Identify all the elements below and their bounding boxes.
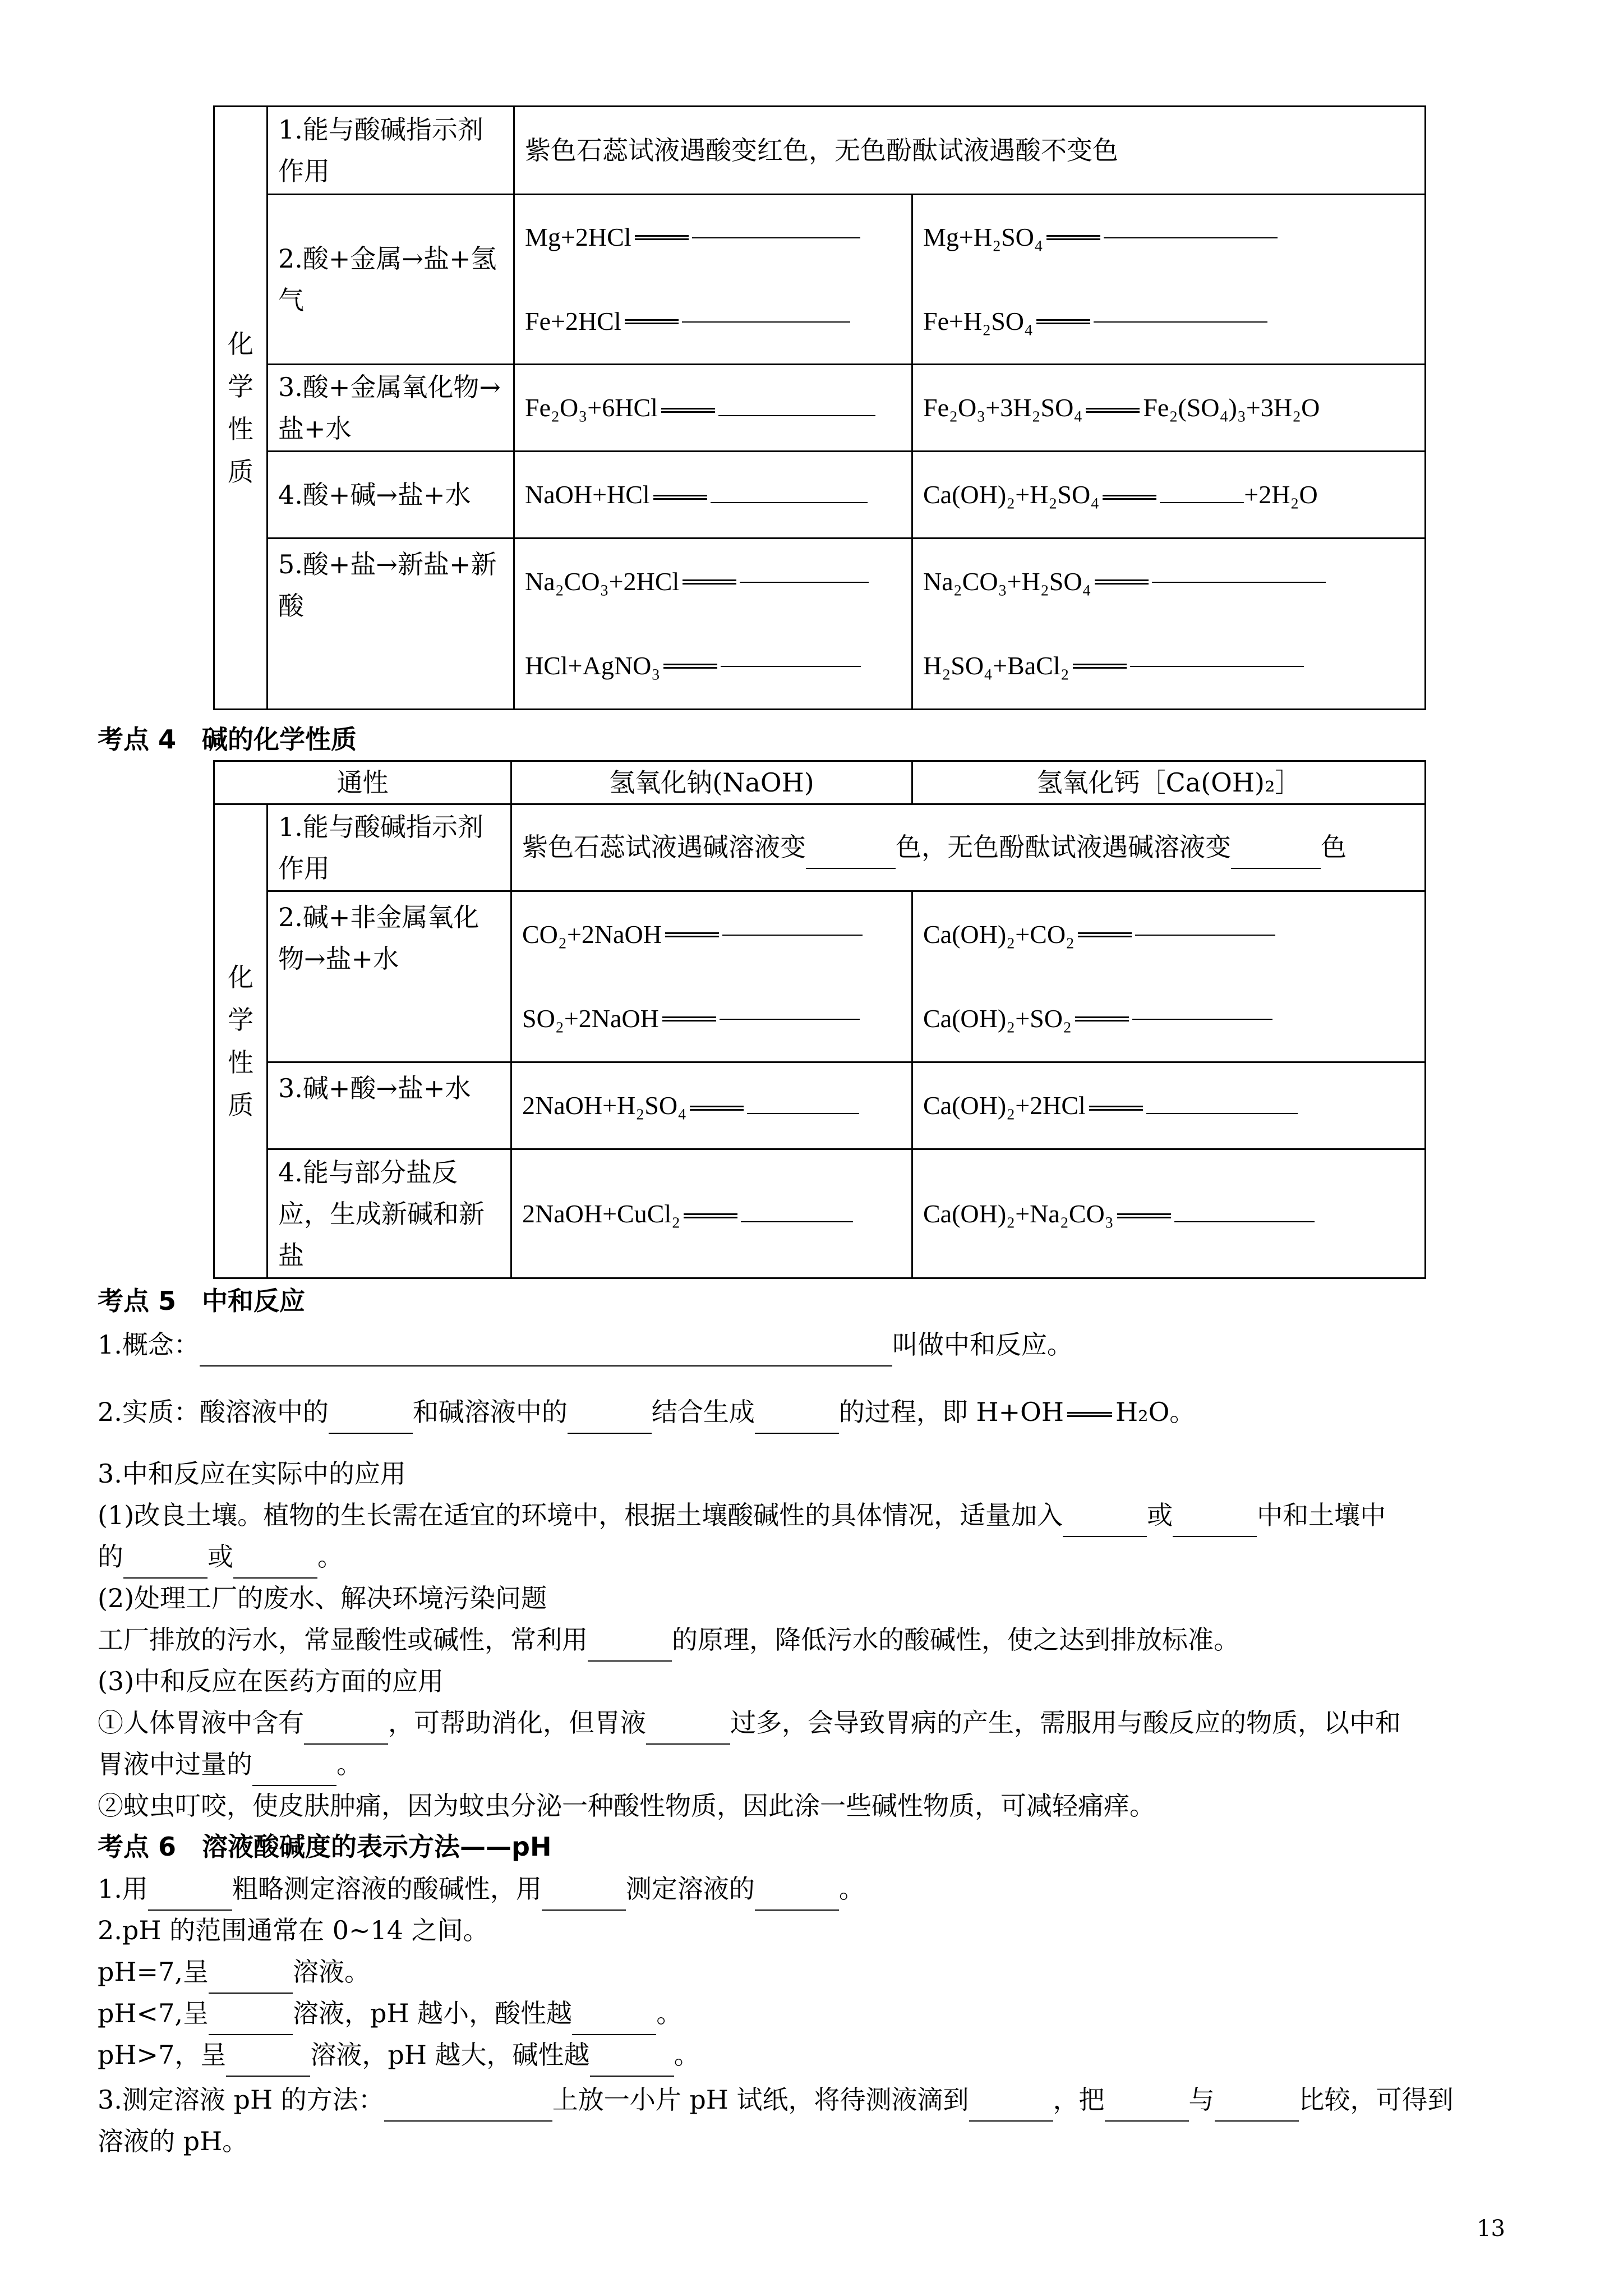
answer-blank[interactable] — [721, 665, 861, 667]
base-prop-2: 2.碱+非金属氧化物→盐+水 — [268, 891, 511, 1062]
equation: Fe₂O₃+3H₂SO₄ — [923, 393, 1083, 422]
s6-method-cont: 溶液的 pH。 — [98, 2126, 248, 2156]
answer-blank[interactable] — [568, 1391, 652, 1434]
s5-stomach-cont: 胃液中过量的 。 — [98, 1743, 1544, 1786]
side-label-char: 性 — [228, 414, 253, 444]
answer-blank[interactable] — [590, 2034, 674, 2077]
s5-wastewater-title: (2)处理工厂的废水、解决环境污染问题 — [98, 1583, 547, 1613]
equation: Fe+H₂SO₄ — [923, 307, 1034, 335]
answer-blank[interactable] — [123, 1536, 208, 1579]
answer-blank[interactable] — [741, 1221, 853, 1222]
answer-blank[interactable] — [233, 1536, 317, 1579]
s6-basic: pH>7，呈 溶液，pH 越大，碱性越 。 — [98, 2034, 1544, 2077]
page-number: 13 — [1477, 2216, 1505, 2242]
base-prop-4: 4.能与部分盐反应，生成新碱和新盐 — [268, 1149, 511, 1278]
base-prop-1: 1.能与酸碱指示剂作用 — [268, 804, 511, 891]
side-label-char: 质 — [228, 457, 253, 487]
equals-sign — [1095, 579, 1149, 585]
equation: NaOH+HCl — [525, 480, 650, 509]
answer-blank[interactable] — [1231, 826, 1321, 869]
equals-sign — [635, 235, 689, 240]
equals-sign — [653, 495, 707, 500]
equation-product: Fe₂(SO₄)₃+3H₂O — [1143, 393, 1320, 422]
equals-sign — [1089, 1106, 1143, 1111]
equation: SO₂+2NaOH — [522, 1004, 659, 1033]
s6-measure: 1.用 粗略测定溶液的酸碱性，用 测定溶液的 。 — [98, 1868, 1544, 1911]
acid-side-label — [214, 107, 268, 710]
answer-blank[interactable] — [1104, 237, 1278, 238]
equation: Ca(OH)₂+Na₂CO₃ — [923, 1199, 1114, 1228]
side-label-char: 学 — [228, 371, 253, 402]
acid-prop-2: 2.酸+金属→盐+氢气 — [268, 195, 514, 365]
equals-sign — [690, 1106, 744, 1111]
equals-sign — [1078, 932, 1132, 937]
s5-wastewater: 工厂排放的污水，常显酸性或碱性，常利用 的原理，降低污水的酸碱性，使之达到排放标准。 — [98, 1619, 1544, 1662]
equation: 2NaOH+H₂SO₄ — [522, 1091, 687, 1120]
s6-neutral: pH=7,呈 溶液。 — [98, 1951, 1544, 1994]
answer-blank[interactable] — [572, 1993, 656, 2035]
equation: Ca(OH)₂+2HCl — [923, 1091, 1086, 1120]
s6-acidic: pH<7,呈 溶液，pH 越小，酸性越 。 — [98, 1993, 1544, 2035]
answer-blank[interactable] — [1152, 581, 1326, 583]
s5-stomach: ①人体胃液中含有 ，可帮助消化，但胃液 过多，会导致胃病的产生，需服用与酸反应的物质，以中和 — [98, 1702, 1544, 1745]
equation: H₂SO₄+BaCl₂ — [923, 651, 1069, 680]
s5-applications-title: 3.中和反应在实际中的应用 — [98, 1458, 406, 1489]
acid-indicator-text: 紫色石蕊试液遇酸变红色，无色酚酞试液遇酸不变色 — [514, 107, 1426, 195]
answer-blank[interactable] — [209, 1993, 293, 2035]
equals-sign — [1075, 1016, 1129, 1022]
answer-blank[interactable] — [1215, 2079, 1299, 2122]
equation: CO₂+2NaOH — [522, 920, 662, 949]
equals-sign — [1086, 408, 1140, 413]
header-general: 通性 — [214, 761, 511, 804]
equals-sign — [662, 1016, 716, 1022]
s6-range: 2.pH 的范围通常在 0~14 之间。 — [98, 1915, 489, 1945]
equation-suffix: +2H₂O — [1244, 480, 1318, 509]
answer-blank[interactable] — [720, 1018, 860, 1020]
equals-sign — [1046, 235, 1100, 240]
base-side-label — [214, 804, 268, 1278]
answer-blank[interactable] — [384, 2079, 552, 2122]
equation: 2NaOH+CuCl₂ — [522, 1199, 681, 1228]
answer-blank[interactable] — [252, 1743, 336, 1786]
answer-blank[interactable] — [740, 581, 869, 583]
s6-method: 3.测定溶液 pH 的方法： 上放一小片 pH 试纸，将待测液滴到 ，把 与 比较，可得到 — [98, 2079, 1544, 2122]
base-indicator-text: 紫色石蕊试液遇碱溶液变 色，无色酚酞试液遇碱溶液变 色 — [511, 804, 1426, 891]
side-label-char: 化 — [228, 329, 253, 359]
s5-essence: 2.实质：酸溶液中的 和碱溶液中的 结合生成 的过程，即 H+OH H₂O。 — [98, 1391, 1544, 1434]
equals-sign — [1067, 1412, 1112, 1417]
equation: Ca(OH)₂+CO₂ — [923, 920, 1075, 949]
s5-soil-cont: 的 或 。 — [98, 1536, 1544, 1579]
answer-blank[interactable] — [692, 237, 860, 238]
answer-blank[interactable] — [755, 1391, 839, 1434]
s5-concept: 1.概念： 叫做中和反应。 — [98, 1324, 1544, 1366]
answer-blank[interactable] — [806, 826, 896, 869]
equals-sign — [1036, 319, 1090, 324]
answer-blank[interactable] — [1135, 934, 1275, 936]
answer-blank[interactable] — [1105, 2079, 1189, 2122]
answer-blank[interactable] — [1146, 1112, 1298, 1114]
answer-blank[interactable] — [755, 1868, 839, 1911]
equals-sign — [684, 1213, 737, 1218]
equation: Fe+2HCl — [525, 307, 621, 335]
answer-blank[interactable] — [1063, 1494, 1147, 1537]
acid-prop-4: 4.酸+碱→盐+水 — [268, 452, 514, 539]
answer-blank[interactable] — [969, 2079, 1053, 2122]
acid-prop-5: 5.酸+盐→新盐+新酸 — [268, 539, 514, 710]
answer-blank[interactable] — [148, 1868, 232, 1911]
equation: Fe₂O₃+6HCl — [525, 393, 658, 422]
equals-sign — [1103, 495, 1156, 500]
acid-prop-3: 3.酸+金属氧化物→盐+水 — [268, 365, 514, 452]
answer-blank[interactable] — [722, 934, 863, 936]
answer-blank[interactable] — [209, 1951, 293, 1994]
base-properties-table — [213, 760, 1426, 1279]
answer-blank[interactable] — [747, 1112, 859, 1114]
answer-blank[interactable] — [542, 1868, 626, 1911]
equals-sign — [1117, 1213, 1171, 1218]
section4-title: 考点 4 碱的化学性质 — [98, 724, 357, 754]
side-label-char: 化 — [228, 962, 253, 992]
section5-title: 考点 5 中和反应 — [98, 1286, 306, 1316]
equals-sign — [1073, 664, 1127, 669]
answer-blank[interactable] — [711, 501, 868, 503]
section6-title: 考点 6 溶液酸碱度的表示方法——pH — [98, 1832, 552, 1862]
equation: Na₂CO₃+H₂SO₄ — [923, 567, 1091, 596]
equation: Mg+H₂SO₄ — [923, 223, 1043, 251]
equation: Ca(OH)₂+SO₂ — [923, 1004, 1072, 1033]
acid-properties-table — [213, 105, 1426, 710]
equation: Na₂CO₃+2HCl — [525, 567, 680, 596]
side-label-char: 质 — [228, 1090, 253, 1120]
equals-sign — [661, 408, 715, 413]
equation: HCl+AgNO₃ — [525, 651, 661, 680]
header-caoh: 氢氧化钙［Ca(OH)₂］ — [912, 761, 1426, 804]
answer-blank[interactable] — [646, 1702, 730, 1745]
s5-soil: (1)改良土壤。植物的生长需在适宜的环境中，根据土壤酸碱性的具体情况，适量加入 或 中和土壤中 — [98, 1494, 1544, 1537]
answer-blank[interactable] — [304, 1702, 388, 1745]
answer-blank[interactable] — [1132, 1018, 1272, 1020]
equals-sign — [663, 664, 717, 669]
equals-sign — [625, 319, 679, 324]
s5-mosquito: ②蚊虫叮咬，使皮肤肿痛，因为蚊虫分泌一种酸性物质，因此涂一些碱性物质，可减轻痛痒。 — [98, 1791, 1155, 1821]
equals-sign — [683, 579, 736, 585]
answer-blank[interactable] — [1130, 665, 1304, 667]
base-prop-3: 3.碱+酸→盐+水 — [268, 1062, 511, 1149]
equals-sign — [665, 932, 719, 937]
answer-blank[interactable] — [588, 1619, 672, 1662]
answer-blank[interactable] — [226, 2034, 310, 2077]
answer-blank[interactable] — [718, 415, 875, 416]
answer-blank[interactable] — [329, 1391, 413, 1434]
s5-medicine-title: (3)中和反应在医药方面的应用 — [98, 1666, 444, 1696]
equation: Ca(OH)₂+H₂SO₄ — [923, 480, 1100, 509]
answer-blank[interactable] — [1173, 1494, 1257, 1537]
answer-blank[interactable] — [1160, 501, 1244, 503]
header-naoh: 氢氧化钠(NaOH) — [511, 761, 912, 804]
answer-blank[interactable] — [200, 1324, 892, 1366]
answer-blank[interactable] — [1094, 321, 1267, 323]
answer-blank[interactable] — [682, 321, 850, 323]
answer-blank[interactable] — [1174, 1221, 1315, 1222]
acid-prop-1: 1.能与酸碱指示剂作用 — [268, 107, 514, 195]
side-label-char: 学 — [228, 1005, 253, 1035]
side-label-char: 性 — [228, 1047, 253, 1078]
equation: Mg+2HCl — [525, 223, 631, 251]
